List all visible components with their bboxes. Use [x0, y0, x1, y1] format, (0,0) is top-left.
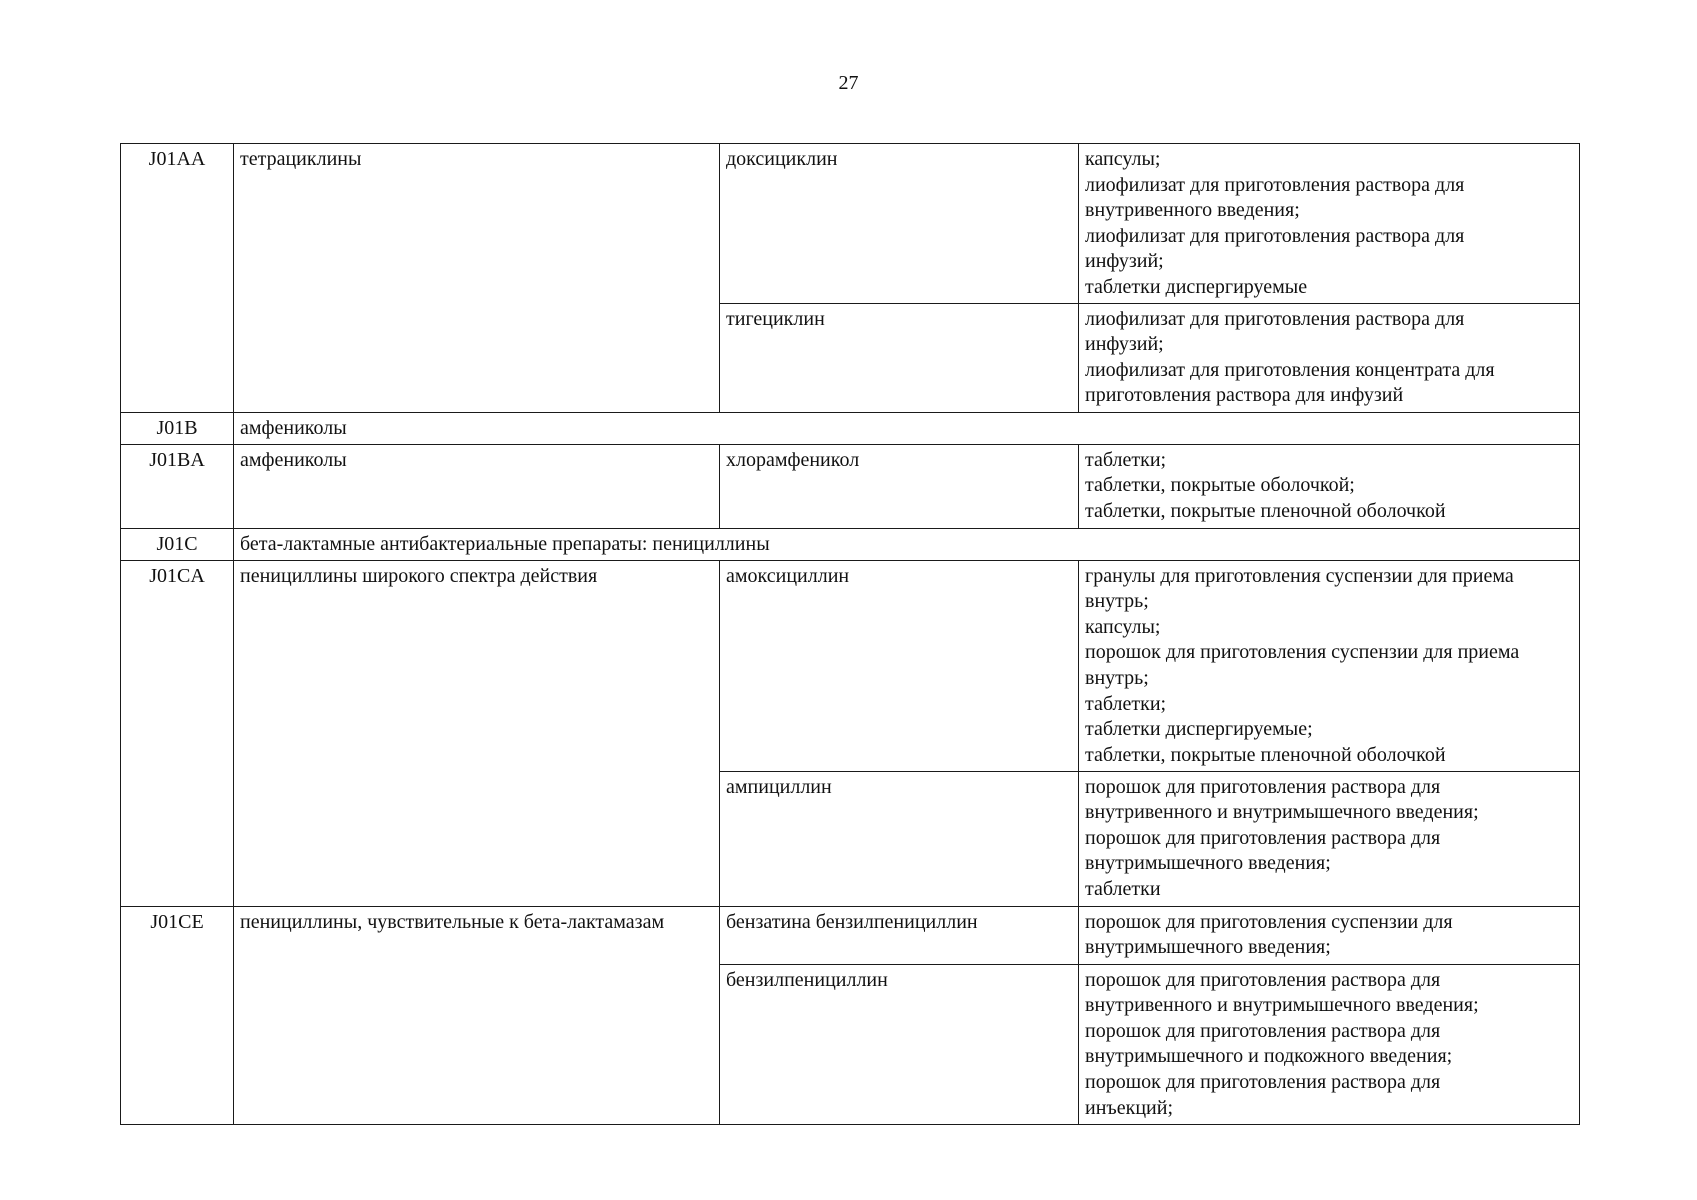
dosage-form: внутримышечного и подкожного введения;	[1085, 1045, 1453, 1068]
dosage-form: таблетки, покрытые пленочной оболочкой	[1085, 743, 1446, 766]
dosage-form: приготовления раствора для инфузий	[1085, 384, 1404, 407]
dosage-form: порошок для приготовления раствора для	[1085, 1019, 1441, 1042]
dosage-forms-cell	[1079, 303, 1580, 412]
table-row	[121, 906, 1580, 964]
dosage-form: внутримышечного введения;	[1085, 936, 1331, 959]
dosage-form: таблетки;	[1085, 692, 1167, 715]
page-number: 27	[838, 72, 859, 94]
drug-name-cell: хлорамфеникол	[720, 444, 1079, 528]
dosage-form: гранулы для приготовления суспензии для приема	[1085, 564, 1514, 587]
dosage-form: внутривенного и внутримышечного введения;	[1085, 994, 1479, 1017]
dosage-form: лиофилизат для приготовления раствора для	[1085, 307, 1465, 330]
atc-code-cell: J01CE	[121, 906, 234, 1124]
dosage-form: порошок для приготовления раствора для	[1085, 826, 1441, 849]
dosage-form: внутрь;	[1085, 666, 1149, 689]
atc-code-cell: J01CA	[121, 560, 234, 906]
dosage-form: лиофилизат для приготовления раствора для	[1085, 173, 1465, 196]
drug-name-cell: бензилпенициллин	[720, 964, 1079, 1124]
dosage-form: внутривенного и внутримышечного введения;	[1085, 801, 1479, 824]
drug-name-cell: доксициклин	[720, 144, 1079, 304]
dosage-form: таблетки диспергируемые;	[1085, 718, 1313, 741]
dosage-form: капсулы;	[1085, 148, 1161, 170]
table-row	[121, 412, 1580, 444]
dosage-form: инфузий;	[1085, 250, 1164, 273]
drug-name-cell: амоксициллин	[720, 560, 1079, 771]
dosage-form: лиофилизат для приготовления раствора для	[1085, 224, 1465, 247]
table-row	[121, 528, 1580, 560]
dosage-forms-cell	[1079, 560, 1580, 771]
group-cell: бета-лактамные антибактериальные препараты: пенициллины	[234, 528, 1580, 560]
dosage-form: внутривенного введения;	[1085, 199, 1300, 222]
dosage-forms-cell	[1079, 444, 1580, 528]
group-cell: пенициллины широкого спектра действия	[234, 560, 720, 906]
atc-code-cell: J01B	[121, 412, 234, 444]
dosage-form: порошок для приготовления суспензии для приема	[1085, 641, 1520, 664]
dosage-forms-cell	[1079, 964, 1580, 1124]
table-row	[121, 444, 1580, 528]
dosage-form: таблетки;	[1085, 448, 1167, 471]
drug-name-cell: тигециклин	[720, 303, 1079, 412]
dosage-form: порошок для приготовления раствора для	[1085, 775, 1441, 798]
atc-code-cell: J01BA	[121, 444, 234, 528]
dosage-form: порошок для приготовления раствора для	[1085, 1070, 1441, 1093]
group-cell: амфениколы	[234, 412, 1580, 444]
dosage-form: таблетки, покрытые оболочкой;	[1085, 474, 1355, 497]
drug-table	[120, 143, 1580, 1125]
dosage-form: порошок для приготовления суспензии для	[1085, 910, 1453, 933]
dosage-form: внутрь;	[1085, 590, 1149, 613]
dosage-form: капсулы;	[1085, 615, 1161, 638]
dosage-forms-cell	[1079, 771, 1580, 906]
group-cell: амфениколы	[234, 444, 720, 528]
drug-name-cell: ампициллин	[720, 771, 1079, 906]
dosage-form: инфузий;	[1085, 333, 1164, 356]
dosage-form: лиофилизат для приготовления концентрата для	[1085, 358, 1495, 381]
dosage-form: таблетки диспергируемые	[1085, 275, 1308, 298]
dosage-form: таблетки, покрытые пленочной оболочкой	[1085, 499, 1446, 522]
dosage-form: инъекций;	[1085, 1096, 1174, 1119]
dosage-forms-cell	[1079, 144, 1580, 304]
atc-code-cell: J01C	[121, 528, 234, 560]
table-row	[121, 144, 1580, 304]
table-row	[121, 560, 1580, 771]
atc-code-cell: J01AA	[121, 144, 234, 413]
group-cell: тетрациклины	[234, 144, 720, 413]
dosage-form: внутримышечного введения;	[1085, 852, 1331, 875]
group-cell: пенициллины, чувствительные к бета-лактамазам	[234, 906, 720, 1124]
dosage-form: порошок для приготовления раствора для	[1085, 968, 1441, 991]
dosage-form: таблетки	[1085, 877, 1161, 900]
dosage-forms-cell	[1079, 906, 1580, 964]
drug-name-cell: бензатина бензилпенициллин	[720, 906, 1079, 964]
